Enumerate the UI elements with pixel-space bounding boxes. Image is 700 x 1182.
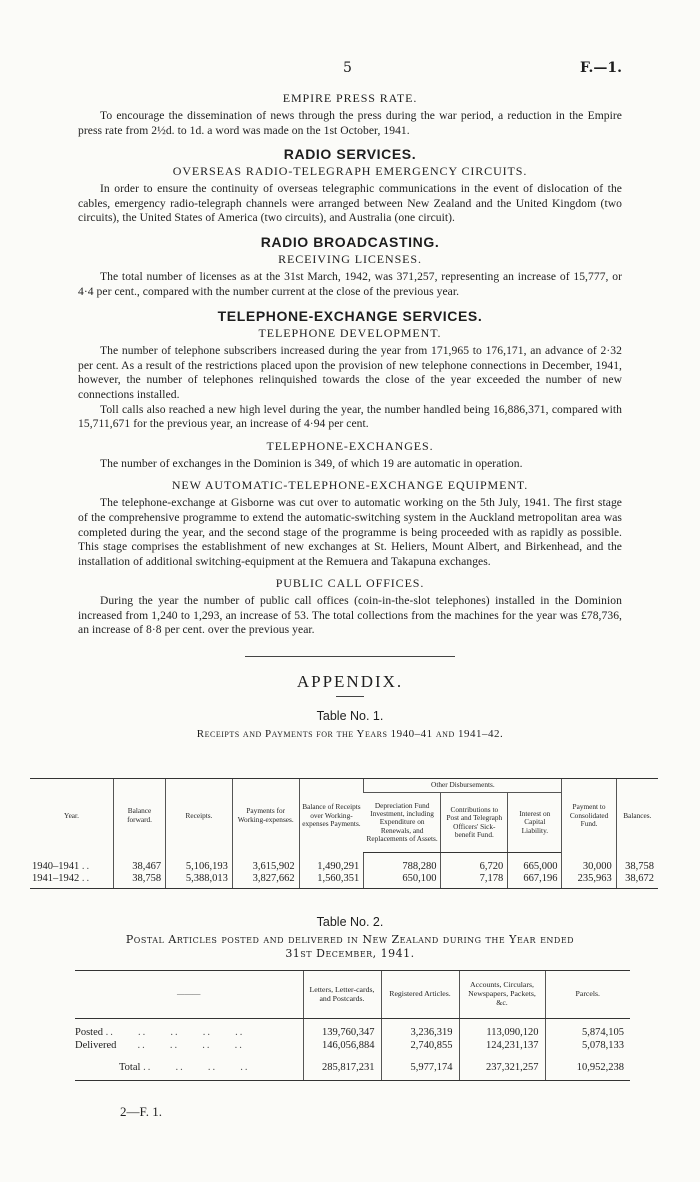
paragraph-radio-services: In order to ensure the continuity of overseas telegraphic communications in the event of dislocation of the cables, emergency radio-telegraph channels were arranged between New Zealand and the United Kingdom (two circuits), the United States of America (two circuits), and Australia (one circuit). xyxy=(78,182,622,225)
table2-caption-line1: Postal Articles posted and delivered in New Zealand during the Year ended xyxy=(125,933,575,946)
col-group-other: Other Disbursements. xyxy=(364,779,562,793)
cell-interest: 667,196 xyxy=(508,873,562,889)
cell-total-parcels: 10,952,238 xyxy=(545,1052,630,1080)
cell-registered: 2,740,855 xyxy=(381,1040,459,1053)
cell-balances: 38,758 xyxy=(616,853,658,874)
cell-balances: 38,672 xyxy=(616,873,658,889)
paragraph-empire-press: To encourage the dissemination of news through the press during the war period, a reduction in the Empire press rate from 2½d. to 1d. a word was made on the 1st October, 1941. xyxy=(78,109,622,137)
paragraph-telephone-exchanges: The number of exchanges in the Dominion is 349, of which 19 are automatic in operation. xyxy=(100,456,523,470)
col-blank: ——— xyxy=(75,971,303,1019)
cell-letters: 139,760,347 xyxy=(303,1019,381,1040)
paragraph-public-call-offices: During the year the number of public call offices (coin-in-the-slot telephones) installed in the Dominion increased from 1,240 to 1,293, an increase of 53. The total collections from the machines for the year was £78,736, an increase of 8·8 per cent. over the previous year. xyxy=(78,594,622,637)
col-contributions: Contributions to Post and Telegraph Officers' Sick-benefit Fund. xyxy=(441,793,508,853)
document-body xyxy=(78,90,622,741)
document-reference: F.—1. xyxy=(579,60,622,76)
page-number: 5 xyxy=(343,60,352,76)
cell-consolidated: 30,000 xyxy=(562,853,616,874)
col-balance-forward: Balance forward. xyxy=(113,779,165,853)
page-header xyxy=(0,60,700,80)
col-receipts: Receipts. xyxy=(166,779,233,853)
cell-contributions: 7,178 xyxy=(441,873,508,889)
cell-total-registered: 5,977,174 xyxy=(381,1052,459,1080)
table-total-row xyxy=(75,1052,630,1080)
appendix-title: APPENDIX. xyxy=(296,672,404,692)
cell-label: Posted .. .. .. .. .. xyxy=(75,1027,245,1038)
cell-payments: 3,827,662 xyxy=(232,873,299,889)
paragraph-automatic-equipment: The telephone-exchange at Gisborne was cut over to automatic working on the 5th July, 1941. The first stage of the comprehensive programme to extend the automatic-switching system in the Auckland metropolitan area was completed during the year, and the second stage of the programme is being proceeded with as rapidly as possible. This stage comprises the establishment of new exchanges at St. Heliers, Mount Albert, and Birkenhead, and the installation of additional switching-equipment at the Remuera and Takapuna exchanges. xyxy=(78,496,622,568)
cell-contributions: 6,720 xyxy=(441,853,508,874)
cell-interest: 665,000 xyxy=(508,853,562,874)
cell-balance-receipts: 1,560,351 xyxy=(299,873,364,889)
paragraph-telephone-development-1: The number of telephone subscribers increased during the year from 171,965 to 176,171, an advance of 2·32 per cent. As a result of the restrictions placed upon the provision of new telephone connections in December, 1941, however, the number of telephones relinquished towards the close of the year exceeded the number of new connections installed. xyxy=(78,344,622,401)
col-depreciation: Depreciation Fund Investment, including Expenditure on Renewals, and Replacements of Assets. xyxy=(364,793,441,853)
table1-label: Table No. 1. xyxy=(316,709,384,724)
paragraph-radio-broadcasting: The total number of licenses as at the 31st March, 1942, was 371,257, representing an increase of 15,777, or 4·4 per cent., compared with the number current at the close of the previous year. xyxy=(78,269,622,298)
table2-caption-line2: 31st December, 1941. xyxy=(285,947,415,960)
heading-telephone-exchange: TELEPHONE-EXCHANGE SERVICES. xyxy=(217,308,483,325)
cell-accounts: 124,231,137 xyxy=(459,1040,545,1053)
subheading-telephone-development: TELEPHONE DEVELOPMENT. xyxy=(258,326,442,341)
paragraph-telephone-development-2: Toll calls also reached a new high level during the year, the number handled being 16,886,371, compared with 15,711,671 for the previous year, an increase of 4·94 per cent. xyxy=(78,402,622,431)
cell-depreciation: 650,100 xyxy=(364,873,441,889)
heading-radio-services: RADIO SERVICES. xyxy=(283,146,417,163)
col-interest: Interest on Capital Liability. xyxy=(508,793,562,853)
cell-depreciation: 788,280 xyxy=(364,853,441,874)
table1-caption: Receipts and Payments for the Years 1940–41 and 1941–42. xyxy=(196,728,504,741)
cell-registered: 3,236,319 xyxy=(381,1019,459,1040)
subheading-automatic-equipment: NEW AUTOMATIC-TELEPHONE-EXCHANGE EQUIPMENT. xyxy=(171,478,529,493)
subheading-telephone-exchanges: TELEPHONE-EXCHANGES. xyxy=(266,438,434,453)
table2-label: Table No. 2. xyxy=(316,915,384,929)
cell-accounts: 113,090,120 xyxy=(459,1019,545,1040)
subheading-public-call-offices: PUBLIC CALL OFFICES. xyxy=(275,576,425,591)
table-row xyxy=(75,1040,630,1053)
cell-receipts: 5,106,193 xyxy=(166,853,233,874)
table-row xyxy=(75,1019,630,1040)
cell-year: 1941–1942 .. xyxy=(30,873,113,889)
col-registered: Registered Articles. xyxy=(381,971,459,1019)
cell-parcels: 5,078,133 xyxy=(545,1040,630,1053)
cell-balance-forward: 38,467 xyxy=(113,853,165,874)
cell-balance-receipts: 1,490,291 xyxy=(299,853,364,874)
cell-payments: 3,615,902 xyxy=(232,853,299,874)
cell-letters: 146,056,884 xyxy=(303,1040,381,1053)
col-accounts: Accounts, Circulars, Newspapers, Packets, &c. xyxy=(459,971,545,1019)
table-row xyxy=(30,873,658,889)
col-parcels: Parcels. xyxy=(545,971,630,1019)
subheading-overseas-circuits: OVERSEAS RADIO-TELEGRAPH EMERGENCY CIRCUITS. xyxy=(172,164,528,179)
cell-label: Delivered .. .. .. .. xyxy=(75,1039,244,1051)
table-row xyxy=(30,853,658,874)
col-consolidated: Payment to Consolidated Fund. xyxy=(562,779,616,853)
col-balances: Balances. xyxy=(616,779,658,853)
cell-total-accounts: 237,321,257 xyxy=(459,1052,545,1080)
subheading-receiving-licenses: RECEIVING LICENSES. xyxy=(278,251,422,266)
cell-consolidated: 235,963 xyxy=(562,873,616,889)
col-payments: Payments for Working-expenses. xyxy=(232,779,299,853)
heading-empire-press: EMPIRE PRESS RATE. xyxy=(282,91,418,105)
col-balance-receipts: Balance of Receipts over Working-expenses Payments. xyxy=(299,779,364,853)
col-letters: Letters, Letter-cards, and Postcards. xyxy=(303,971,381,1019)
cell-total-label: Total .. .. .. .. xyxy=(75,1052,303,1080)
appendix-rule xyxy=(336,696,364,697)
col-year: Year. xyxy=(30,779,113,853)
heading-radio-broadcasting: RADIO BROADCASTING. xyxy=(260,233,440,250)
cell-receipts: 5,388,013 xyxy=(166,873,233,889)
page-footer: 2—F. 1. xyxy=(120,1104,162,1119)
cell-year: 1940–1941 .. xyxy=(32,860,92,872)
cell-total-letters: 285,817,231 xyxy=(303,1052,381,1080)
table-postal-articles xyxy=(75,970,630,1081)
table-receipts-payments xyxy=(30,778,658,889)
cell-parcels: 5,874,105 xyxy=(545,1019,630,1040)
cell-balance-forward: 38,758 xyxy=(113,873,165,889)
